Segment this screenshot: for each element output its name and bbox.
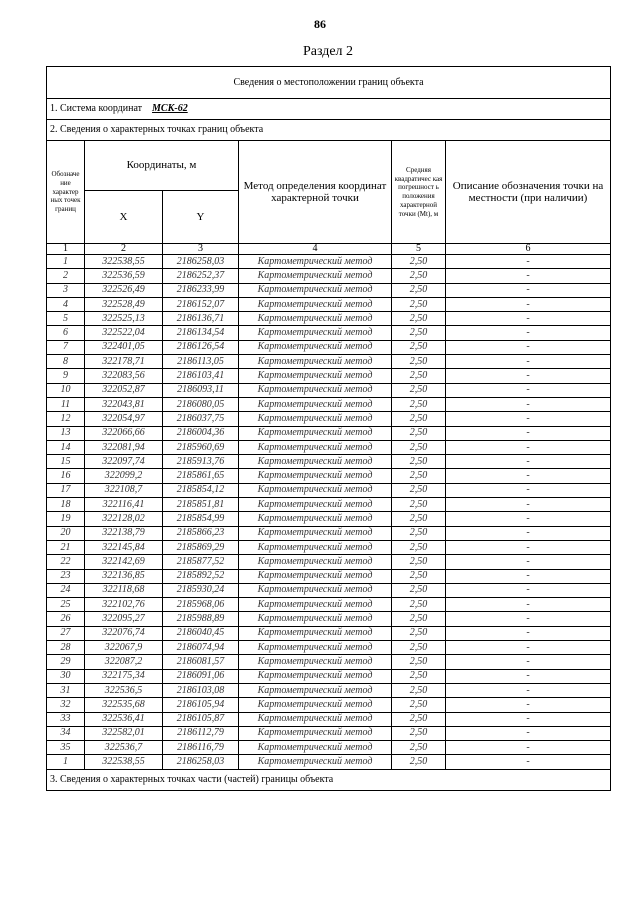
point-number-cell: 33 xyxy=(47,712,85,726)
point-number-cell: 1 xyxy=(47,255,85,269)
method-cell: Картометрический метод xyxy=(239,612,392,626)
method-cell: Картометрический метод xyxy=(239,297,392,311)
coord-x-cell: 322401,05 xyxy=(85,340,163,354)
point-number-cell: 24 xyxy=(47,583,85,597)
table-row xyxy=(47,326,611,340)
method-cell: Картометрический метод xyxy=(239,540,392,554)
column-numbers-row xyxy=(47,244,611,255)
coord-y-cell: 2185854,99 xyxy=(163,512,239,526)
mean-error-cell: 2,50 xyxy=(392,455,446,469)
description-cell: - xyxy=(446,297,611,311)
description-cell: - xyxy=(446,569,611,583)
mean-error-cell: 2,50 xyxy=(392,598,446,612)
coord-x-cell: 322538,55 xyxy=(85,755,163,769)
point-number-cell: 3 xyxy=(47,283,85,297)
mean-error-cell: 2,50 xyxy=(392,583,446,597)
point-number-cell: 2 xyxy=(47,269,85,283)
table-row xyxy=(47,412,611,426)
mean-error-cell: 2,50 xyxy=(392,669,446,683)
coord-y-cell: 2186113,05 xyxy=(163,355,239,369)
method-cell: Картометрический метод xyxy=(239,569,392,583)
description-cell: - xyxy=(446,369,611,383)
point-number-cell: 23 xyxy=(47,569,85,583)
mean-error-cell: 2,50 xyxy=(392,755,446,769)
method-cell: Картометрический метод xyxy=(239,655,392,669)
coord-x-cell: 322142,69 xyxy=(85,555,163,569)
method-cell: Картометрический метод xyxy=(239,683,392,697)
coord-x-cell: 322526,49 xyxy=(85,283,163,297)
table-row xyxy=(47,683,611,697)
method-cell: Картометрический метод xyxy=(239,255,392,269)
description-cell: - xyxy=(446,340,611,354)
method-cell: Картометрический метод xyxy=(239,741,392,755)
coord-y-cell: 2185913,76 xyxy=(163,455,239,469)
coord-y-cell: 2186116,79 xyxy=(163,741,239,755)
point-number-cell: 12 xyxy=(47,412,85,426)
coord-y-cell: 2186152,07 xyxy=(163,297,239,311)
point-number-cell: 21 xyxy=(47,540,85,554)
description-cell: - xyxy=(446,269,611,283)
method-cell: Картометрический метод xyxy=(239,397,392,411)
point-number-cell: 17 xyxy=(47,483,85,497)
coord-y-cell: 2186081,57 xyxy=(163,655,239,669)
coord-x-cell: 322178,71 xyxy=(85,355,163,369)
table-row xyxy=(47,397,611,411)
coord-y-cell: 2185854,12 xyxy=(163,483,239,497)
coord-y-cell: 2185892,52 xyxy=(163,569,239,583)
coord-x-cell: 322536,59 xyxy=(85,269,163,283)
table-row xyxy=(47,440,611,454)
method-cell: Картометрический метод xyxy=(239,483,392,497)
header-description: Описание обозначения точки на местности (при наличии) xyxy=(446,141,611,244)
mean-error-cell: 2,50 xyxy=(392,297,446,311)
coord-x-cell: 322083,56 xyxy=(85,369,163,383)
coord-y-cell: 2185866,23 xyxy=(163,526,239,540)
table-row xyxy=(47,283,611,297)
method-cell: Картометрический метод xyxy=(239,498,392,512)
header-point-designation: Обозначе ние характер ных точек границ xyxy=(47,141,85,244)
description-cell: - xyxy=(446,655,611,669)
mean-error-cell: 2,50 xyxy=(392,355,446,369)
point-number-cell: 31 xyxy=(47,683,85,697)
description-cell: - xyxy=(446,583,611,597)
method-cell: Картометрический метод xyxy=(239,369,392,383)
coord-x-cell: 322536,7 xyxy=(85,741,163,755)
method-cell: Картометрический метод xyxy=(239,583,392,597)
coord-x-cell: 322536,5 xyxy=(85,683,163,697)
mean-error-cell: 2,50 xyxy=(392,498,446,512)
header-mean-error: Средняя квадратичес кая погрешност ь положения характерной точки (Mt), м xyxy=(392,141,446,244)
mean-error-cell: 2,50 xyxy=(392,440,446,454)
description-cell: - xyxy=(446,512,611,526)
mean-error-cell: 2,50 xyxy=(392,483,446,497)
table-row xyxy=(47,297,611,311)
point-number-cell: 29 xyxy=(47,655,85,669)
coord-y-cell: 2186103,08 xyxy=(163,683,239,697)
method-cell: Картометрический метод xyxy=(239,440,392,454)
mean-error-cell: 2,50 xyxy=(392,397,446,411)
table-row xyxy=(47,555,611,569)
table-row xyxy=(47,512,611,526)
mean-error-cell: 2,50 xyxy=(392,412,446,426)
mean-error-cell: 2,50 xyxy=(392,741,446,755)
table-row xyxy=(47,583,611,597)
coord-y-cell: 2186091,06 xyxy=(163,669,239,683)
point-number-cell: 4 xyxy=(47,297,85,311)
coord-y-cell: 2186134,54 xyxy=(163,326,239,340)
description-cell: - xyxy=(446,455,611,469)
coord-x-cell: 322067,9 xyxy=(85,641,163,655)
description-cell: - xyxy=(446,598,611,612)
mean-error-cell: 2,50 xyxy=(392,683,446,697)
point-number-cell: 19 xyxy=(47,512,85,526)
description-cell: - xyxy=(446,540,611,554)
point-number-cell: 32 xyxy=(47,698,85,712)
coord-x-cell: 322138,79 xyxy=(85,526,163,540)
table-row xyxy=(47,483,611,497)
point-number-cell: 13 xyxy=(47,426,85,440)
mean-error-cell: 2,50 xyxy=(392,569,446,583)
description-cell: - xyxy=(446,641,611,655)
coord-x-cell: 322118,68 xyxy=(85,583,163,597)
description-cell: - xyxy=(446,326,611,340)
table-row xyxy=(47,598,611,612)
coord-y-cell: 2186258,03 xyxy=(163,255,239,269)
coord-y-cell: 2186105,94 xyxy=(163,698,239,712)
coord-system-line xyxy=(47,99,611,120)
method-cell: Картометрический метод xyxy=(239,669,392,683)
point-number-cell: 6 xyxy=(47,326,85,340)
column-number: 4 xyxy=(239,244,392,255)
description-cell: - xyxy=(446,355,611,369)
coord-y-cell: 2186136,71 xyxy=(163,312,239,326)
table-body xyxy=(47,255,611,770)
mean-error-cell: 2,50 xyxy=(392,555,446,569)
mean-error-cell: 2,50 xyxy=(392,540,446,554)
method-cell: Картометрический метод xyxy=(239,455,392,469)
table-row xyxy=(47,355,611,369)
column-number: 1 xyxy=(47,244,85,255)
table-row xyxy=(47,255,611,269)
coord-x-cell: 322538,55 xyxy=(85,255,163,269)
table-row xyxy=(47,426,611,440)
mean-error-cell: 2,50 xyxy=(392,269,446,283)
method-cell: Картометрический метод xyxy=(239,269,392,283)
table-row xyxy=(47,369,611,383)
coord-x-cell: 322054,97 xyxy=(85,412,163,426)
mean-error-cell: 2,50 xyxy=(392,641,446,655)
mean-error-cell: 2,50 xyxy=(392,712,446,726)
method-cell: Картометрический метод xyxy=(239,283,392,297)
point-number-cell: 27 xyxy=(47,626,85,640)
table-row xyxy=(47,669,611,683)
mean-error-cell: 2,50 xyxy=(392,469,446,483)
coord-y-cell: 2185877,52 xyxy=(163,555,239,569)
coord-y-cell: 2185988,89 xyxy=(163,612,239,626)
coord-x-cell: 322582,01 xyxy=(85,726,163,740)
coord-y-cell: 2186040,45 xyxy=(163,626,239,640)
description-cell: - xyxy=(446,741,611,755)
point-number-cell: 22 xyxy=(47,555,85,569)
point-number-cell: 25 xyxy=(47,598,85,612)
coord-x-cell: 322052,87 xyxy=(85,383,163,397)
mean-error-cell: 2,50 xyxy=(392,726,446,740)
point-number-cell: 8 xyxy=(47,355,85,369)
description-cell: - xyxy=(446,312,611,326)
column-number: 5 xyxy=(392,244,446,255)
table-row xyxy=(47,641,611,655)
coord-y-cell: 2186105,87 xyxy=(163,712,239,726)
method-cell: Картометрический метод xyxy=(239,755,392,769)
mean-error-cell: 2,50 xyxy=(392,655,446,669)
coord-x-cell: 322043,81 xyxy=(85,397,163,411)
coord-y-cell: 2186112,79 xyxy=(163,726,239,740)
mean-error-cell: 2,50 xyxy=(392,326,446,340)
mean-error-cell: 2,50 xyxy=(392,383,446,397)
description-cell: - xyxy=(446,440,611,454)
table-row xyxy=(47,455,611,469)
coord-y-cell: 2186037,75 xyxy=(163,412,239,426)
coord-system-value: МСК-62 xyxy=(152,103,188,114)
table-row xyxy=(47,698,611,712)
table-row xyxy=(47,383,611,397)
method-cell: Картометрический метод xyxy=(239,712,392,726)
coord-y-cell: 2186252,37 xyxy=(163,269,239,283)
method-cell: Картометрический метод xyxy=(239,512,392,526)
method-cell: Картометрический метод xyxy=(239,626,392,640)
table-row xyxy=(47,712,611,726)
method-cell: Картометрический метод xyxy=(239,698,392,712)
table-row xyxy=(47,540,611,554)
coord-y-cell: 2186093,11 xyxy=(163,383,239,397)
column-number: 2 xyxy=(85,244,163,255)
method-cell: Картометрический метод xyxy=(239,340,392,354)
subsection-2: 2. Сведения о характерных точках границ объекта xyxy=(47,120,611,141)
coord-x-cell: 322116,41 xyxy=(85,498,163,512)
mean-error-cell: 2,50 xyxy=(392,283,446,297)
coord-x-cell: 322099,2 xyxy=(85,469,163,483)
coord-x-cell: 322175,34 xyxy=(85,669,163,683)
point-number-cell: 14 xyxy=(47,440,85,454)
description-cell: - xyxy=(446,555,611,569)
coord-y-cell: 2186258,03 xyxy=(163,755,239,769)
coord-x-cell: 322536,41 xyxy=(85,712,163,726)
coord-x-cell: 322525,13 xyxy=(85,312,163,326)
coord-y-cell: 2185930,24 xyxy=(163,583,239,597)
point-number-cell: 30 xyxy=(47,669,85,683)
coord-y-cell: 2186080,05 xyxy=(163,397,239,411)
coord-x-cell: 322087,2 xyxy=(85,655,163,669)
coord-y-cell: 2185869,29 xyxy=(163,540,239,554)
mean-error-cell: 2,50 xyxy=(392,698,446,712)
coord-x-cell: 322108,7 xyxy=(85,483,163,497)
method-cell: Картометрический метод xyxy=(239,526,392,540)
table-row xyxy=(47,340,611,354)
table-row xyxy=(47,469,611,483)
coord-y-cell: 2186004,36 xyxy=(163,426,239,440)
coord-y-cell: 2185968,06 xyxy=(163,598,239,612)
coord-y-cell: 2185851,81 xyxy=(163,498,239,512)
point-number-cell: 9 xyxy=(47,369,85,383)
table-row xyxy=(47,726,611,740)
page-number: 86 xyxy=(314,17,326,31)
coord-y-cell: 2185960,69 xyxy=(163,440,239,454)
description-cell: - xyxy=(446,698,611,712)
coord-y-cell: 2186233,99 xyxy=(163,283,239,297)
coord-x-cell: 322522,04 xyxy=(85,326,163,340)
coord-x-cell: 322076,74 xyxy=(85,626,163,640)
description-cell: - xyxy=(446,483,611,497)
description-cell: - xyxy=(446,712,611,726)
table-title: Сведения о местоположении границ объекта xyxy=(47,67,611,99)
mean-error-cell: 2,50 xyxy=(392,512,446,526)
table-row xyxy=(47,569,611,583)
subsection-3: 3. Сведения о характерных точках части (частей) границы объекта xyxy=(47,769,611,790)
description-cell: - xyxy=(446,612,611,626)
method-cell: Картометрический метод xyxy=(239,469,392,483)
coord-x-cell: 322102,76 xyxy=(85,598,163,612)
method-cell: Картометрический метод xyxy=(239,641,392,655)
table-row xyxy=(47,626,611,640)
mean-error-cell: 2,50 xyxy=(392,340,446,354)
method-cell: Картометрический метод xyxy=(239,326,392,340)
point-number-cell: 26 xyxy=(47,612,85,626)
coord-x-cell: 322097,74 xyxy=(85,455,163,469)
description-cell: - xyxy=(446,255,611,269)
description-cell: - xyxy=(446,426,611,440)
point-number-cell: 18 xyxy=(47,498,85,512)
description-cell: - xyxy=(446,683,611,697)
mean-error-cell: 2,50 xyxy=(392,312,446,326)
header-y: Y xyxy=(163,191,239,244)
method-cell: Картометрический метод xyxy=(239,355,392,369)
description-cell: - xyxy=(446,626,611,640)
point-number-cell: 15 xyxy=(47,455,85,469)
description-cell: - xyxy=(446,498,611,512)
coord-x-cell: 322136,85 xyxy=(85,569,163,583)
point-number-cell: 1 xyxy=(47,755,85,769)
header-x: X xyxy=(85,191,163,244)
point-number-cell: 5 xyxy=(47,312,85,326)
mean-error-cell: 2,50 xyxy=(392,526,446,540)
coord-x-cell: 322066,66 xyxy=(85,426,163,440)
point-number-cell: 10 xyxy=(47,383,85,397)
coord-x-cell: 322081,94 xyxy=(85,440,163,454)
mean-error-cell: 2,50 xyxy=(392,626,446,640)
description-cell: - xyxy=(446,726,611,740)
coord-x-cell: 322095,27 xyxy=(85,612,163,626)
mean-error-cell: 2,50 xyxy=(392,612,446,626)
coord-x-cell: 322128,02 xyxy=(85,512,163,526)
coord-y-cell: 2186074,94 xyxy=(163,641,239,655)
point-number-cell: 35 xyxy=(47,741,85,755)
mean-error-cell: 2,50 xyxy=(392,255,446,269)
table-row xyxy=(47,312,611,326)
header-method: Метод определения координат характерной точки xyxy=(239,141,392,244)
method-cell: Картометрический метод xyxy=(239,598,392,612)
coord-x-cell: 322528,49 xyxy=(85,297,163,311)
header-coordinates: Координаты, м xyxy=(85,141,239,191)
coord-y-cell: 2186103,41 xyxy=(163,369,239,383)
table-row xyxy=(47,655,611,669)
table-row xyxy=(47,741,611,755)
description-cell: - xyxy=(446,755,611,769)
description-cell: - xyxy=(446,412,611,426)
coordinates-table xyxy=(46,66,611,791)
table-row xyxy=(47,526,611,540)
table-row xyxy=(47,269,611,283)
coord-system-label: 1. Система координат xyxy=(50,103,143,114)
section-title: Раздел 2 xyxy=(302,44,354,59)
method-cell: Картометрический метод xyxy=(239,383,392,397)
description-cell: - xyxy=(446,283,611,297)
method-cell: Картометрический метод xyxy=(239,555,392,569)
point-number-cell: 20 xyxy=(47,526,85,540)
method-cell: Картометрический метод xyxy=(239,412,392,426)
point-number-cell: 34 xyxy=(47,726,85,740)
coord-x-cell: 322535,68 xyxy=(85,698,163,712)
method-cell: Картометрический метод xyxy=(239,426,392,440)
description-cell: - xyxy=(446,383,611,397)
description-cell: - xyxy=(446,526,611,540)
point-number-cell: 7 xyxy=(47,340,85,354)
coord-y-cell: 2185861,65 xyxy=(163,469,239,483)
point-number-cell: 11 xyxy=(47,397,85,411)
description-cell: - xyxy=(446,669,611,683)
point-number-cell: 28 xyxy=(47,641,85,655)
table-row xyxy=(47,498,611,512)
table-row xyxy=(47,755,611,769)
column-number: 6 xyxy=(446,244,611,255)
point-number-cell: 16 xyxy=(47,469,85,483)
method-cell: Картометрический метод xyxy=(239,312,392,326)
description-cell: - xyxy=(446,469,611,483)
mean-error-cell: 2,50 xyxy=(392,426,446,440)
coord-x-cell: 322145,84 xyxy=(85,540,163,554)
mean-error-cell: 2,50 xyxy=(392,369,446,383)
coord-y-cell: 2186126,54 xyxy=(163,340,239,354)
description-cell: - xyxy=(446,397,611,411)
method-cell: Картометрический метод xyxy=(239,726,392,740)
table-row xyxy=(47,612,611,626)
column-number: 3 xyxy=(163,244,239,255)
